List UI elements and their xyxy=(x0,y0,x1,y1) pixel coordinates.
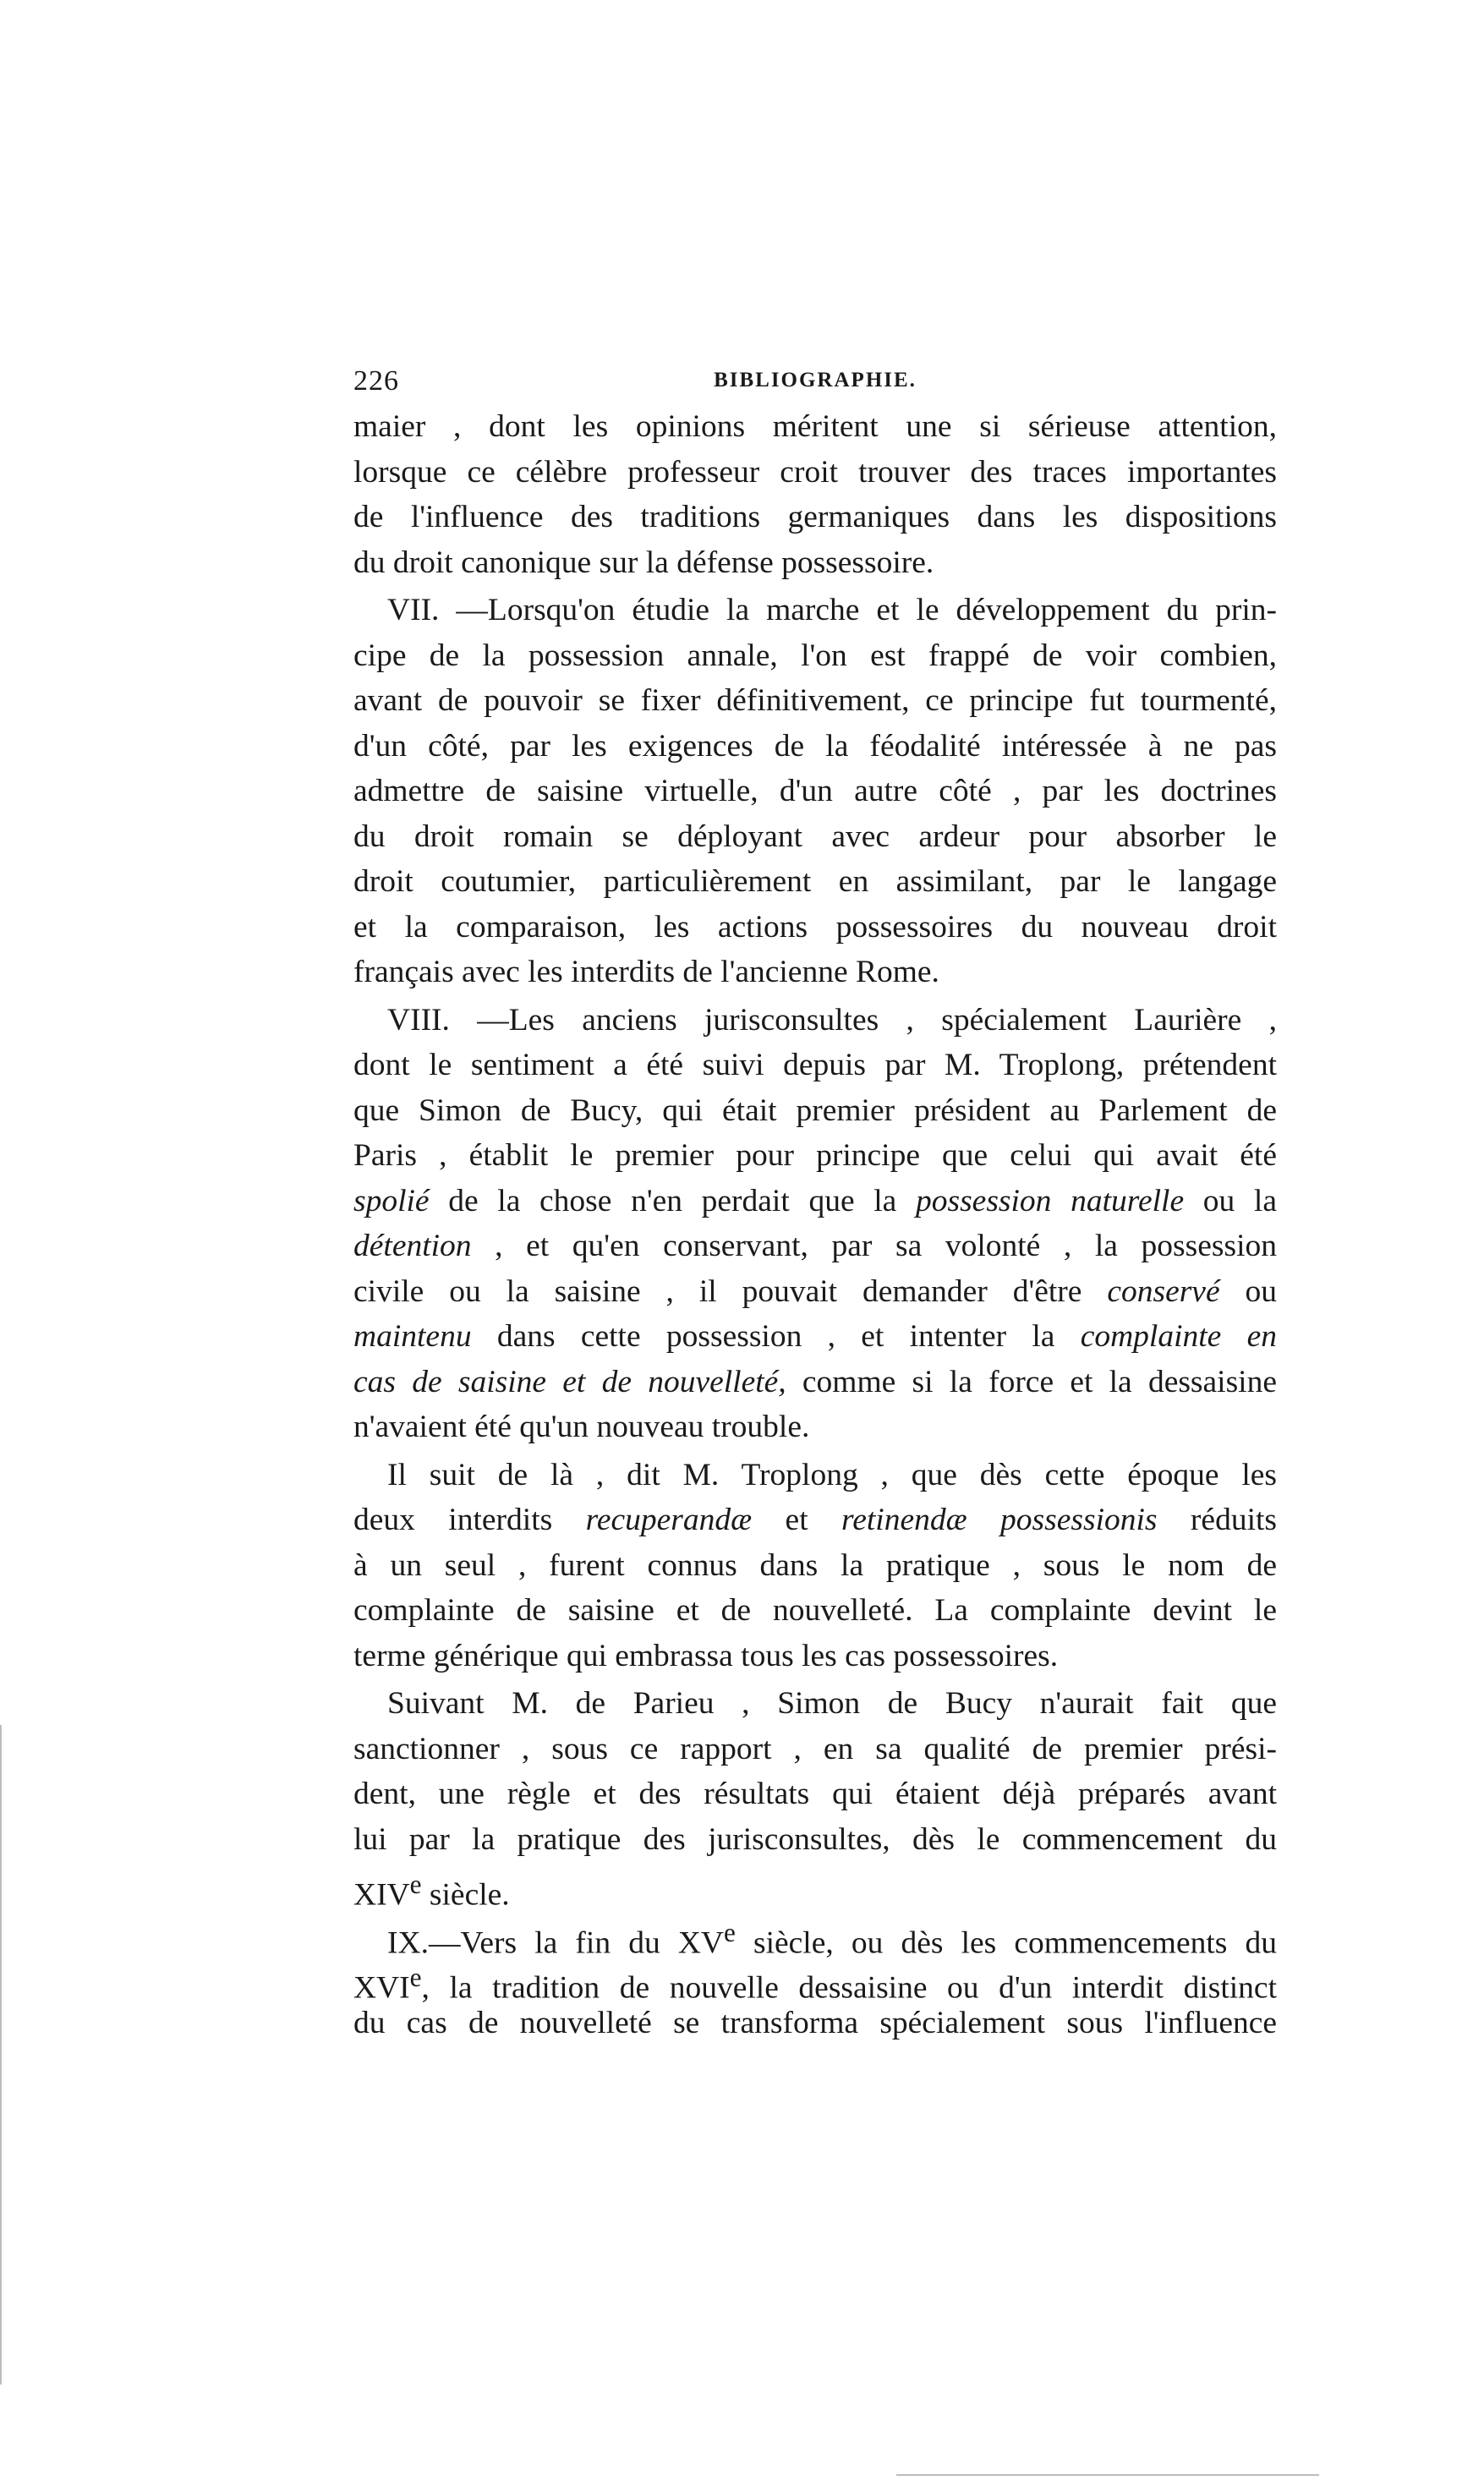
italic-term: possession naturelle xyxy=(915,1183,1185,1218)
text-line xyxy=(353,1179,1277,1224)
paragraph xyxy=(353,1681,1277,1913)
text-line xyxy=(353,1360,1277,1405)
text-run: , et qu'en conservant, par sa volonté , la possession xyxy=(471,1229,1277,1263)
text-line: et la comparaison, les actions possessoires du nouveau droit xyxy=(353,909,1277,945)
italic-term: retinendæ possessionis xyxy=(841,1503,1158,1537)
text-line: admettre de saisine virtuelle, d'un autre côté , par les doctrines xyxy=(353,774,1277,808)
text-line: Suivant M. de Parieu , Simon de Bucy n'aurait fait que xyxy=(387,1686,1277,1721)
running-head xyxy=(353,365,1277,402)
text-line xyxy=(353,1955,1277,2006)
text-run: , la tradition de nouvelle dessaisine ou d'un interdit distinct xyxy=(421,1970,1277,2006)
paragraph-viii xyxy=(353,998,1277,1450)
text-run: dans cette possession , et intenter la xyxy=(471,1319,1081,1354)
text-run: civile ou la saisine , il pouvait demander d'être xyxy=(353,1273,1108,1309)
text-run: XVI xyxy=(353,1970,410,2006)
italic-term: maintenu xyxy=(353,1319,472,1354)
text-run: réduits xyxy=(1157,1503,1277,1537)
italic-term: spolié xyxy=(353,1183,430,1218)
text-line: que Simon de Bucy, qui était premier président au Parlement de xyxy=(353,1092,1277,1128)
text-line: d'un côté, par les exigences de la féodalité intéressée à ne pas xyxy=(353,728,1277,764)
text-run: et xyxy=(752,1503,842,1537)
text-line: avant de pouvoir se fixer définitivement, ce principe fut tourmenté, xyxy=(353,683,1277,718)
superscript: e xyxy=(409,1870,422,1899)
text-line: sanctionner , sous ce rapport , en sa qualité de premier prési- xyxy=(353,1731,1277,1766)
text-line: dont le sentiment a été suivi depuis par M. Troplong, prétendent xyxy=(353,1048,1277,1082)
text-run: siècle. xyxy=(421,1877,510,1913)
italic-term: cas de saisine et de nouvelleté, xyxy=(353,1364,786,1399)
text-run: XIV xyxy=(353,1877,410,1913)
text-line: droit coutumier, particulièrement en assimilant, par le langage xyxy=(353,864,1277,899)
paragraph xyxy=(353,404,1277,585)
text-run: comme si la force et la dessaisine xyxy=(786,1364,1277,1399)
italic-term: complainte en xyxy=(1080,1319,1277,1354)
text-line: terme générique qui embrassa tous les cas possessoires. xyxy=(353,1638,1059,1673)
text-line: Il suit de là , dit M. Troplong , que dès cette époque les xyxy=(387,1457,1277,1492)
book-page xyxy=(353,365,1277,2045)
paragraph xyxy=(353,1453,1277,1679)
superscript: e xyxy=(723,1917,736,1947)
italic-term: recuperandæ xyxy=(585,1503,753,1537)
text-line xyxy=(353,1224,1277,1269)
page-number: 226 xyxy=(353,365,399,397)
italic-term: conservé xyxy=(1107,1273,1220,1309)
text-line: du droit canonique sur la défense possessoire. xyxy=(353,545,934,580)
scan-edge-mark xyxy=(896,2474,1319,2476)
text-run: IX.—Vers la fin du XV xyxy=(387,1925,724,1960)
running-title: BIBLIOGRAPHIE. xyxy=(714,369,917,392)
paragraph-vii xyxy=(353,588,1277,995)
text-line: du droit romain se déployant avec ardeur pour absorber le xyxy=(353,819,1277,854)
text-line xyxy=(353,1862,1277,1913)
text-line: dent, une règle et des résultats qui étaient déjà préparés avant xyxy=(353,1777,1277,1811)
text-line: n'avaient été qu'un nouveau trouble. xyxy=(353,1410,810,1444)
text-line: maier , dont les opinions méritent une si sérieuse attention, xyxy=(353,409,1277,444)
text-line: VIII. —Les anciens jurisconsultes , spécialement Laurière , xyxy=(387,1002,1277,1038)
text-line xyxy=(353,1314,1277,1360)
text-line: français avec les interdits de l'ancienne Rome. xyxy=(353,955,939,989)
text-line xyxy=(353,1269,1277,1315)
text-line: à un seul , furent connus dans la pratique , sous le nom de xyxy=(353,1547,1277,1583)
text-run: ou la xyxy=(1184,1183,1277,1218)
text-line xyxy=(353,1910,1277,1960)
superscript: e xyxy=(409,1963,422,1992)
text-run: de la chose n'en perdait que la xyxy=(429,1183,916,1218)
text-run: ou xyxy=(1219,1273,1278,1309)
text-run: deux interdits xyxy=(353,1503,586,1537)
paragraph-ix xyxy=(353,1910,1277,2046)
text-line: VII. —Lorsqu'on étudie la marche et le développement du prin- xyxy=(387,593,1277,627)
text-line: Paris , établit le premier pour principe que celui qui avait été xyxy=(353,1138,1277,1173)
italic-term: détention xyxy=(353,1229,472,1263)
text-line: du cas de nouvelleté se transforma spécialement sous l'influence xyxy=(353,2005,1277,2040)
text-line: cipe de la possession annale, l'on est frappé de voir combien, xyxy=(353,638,1277,673)
text-line: de l'influence des traditions germaniques dans les dispositions xyxy=(353,500,1277,534)
text-line: complainte de saisine et de nouvelleté. La complainte devint le xyxy=(353,1593,1277,1628)
text-line: lorsque ce célèbre professeur croit trouver des traces importantes xyxy=(353,454,1277,490)
scan-edge-mark xyxy=(0,1725,2,2385)
text-line xyxy=(353,1498,1277,1543)
text-run: siècle, ou dès les commencements du xyxy=(735,1925,1277,1960)
text-line: lui par la pratique des jurisconsultes, dès le commencement du xyxy=(353,1821,1277,1857)
